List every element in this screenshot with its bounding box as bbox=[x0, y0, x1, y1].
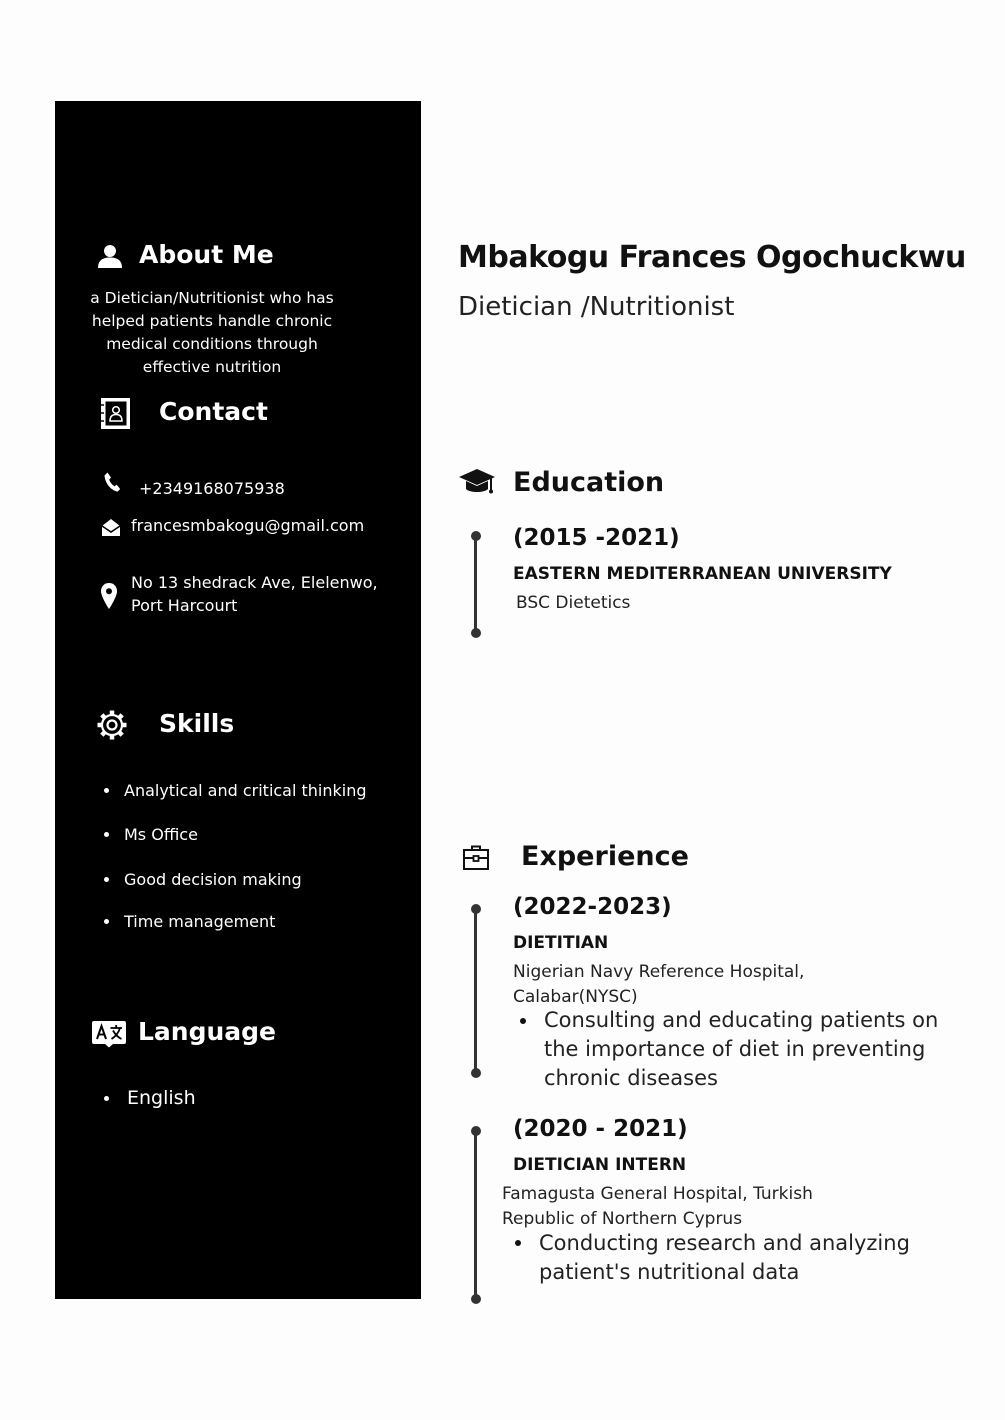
timeline-dot bbox=[471, 628, 481, 638]
bullet-icon bbox=[104, 877, 109, 882]
timeline-line bbox=[474, 909, 477, 1073]
skill-item: Good decision making bbox=[124, 870, 302, 889]
timeline-line bbox=[474, 536, 477, 633]
experience-position: DIETITIAN bbox=[513, 933, 609, 953]
translate-icon bbox=[91, 1020, 127, 1048]
person-name: Mbakogu Frances Ogochuckwu bbox=[458, 240, 966, 275]
experience-duty: Consulting and educating patients on the importance of diet in preventing chronic diseases bbox=[544, 1008, 939, 1090]
experience-years: (2022-2023) bbox=[513, 894, 672, 920]
education-degree: BSC Dietetics bbox=[516, 593, 631, 613]
user-icon bbox=[97, 243, 123, 269]
briefcase-icon bbox=[462, 843, 490, 871]
skill-item: Time management bbox=[124, 912, 276, 931]
skills-title: Skills bbox=[159, 709, 235, 738]
bullet-icon bbox=[104, 788, 109, 793]
timeline-line bbox=[474, 1131, 477, 1299]
experience-position: DIETICIAN INTERN bbox=[513, 1155, 687, 1175]
experience-years: (2020 - 2021) bbox=[513, 1116, 688, 1142]
envelope-open-icon bbox=[101, 518, 121, 537]
contact-title: Contact bbox=[159, 397, 268, 426]
contact-email[interactable]: francesmbakogu@gmail.com bbox=[131, 516, 365, 535]
bullet-icon bbox=[104, 832, 109, 837]
bullet-icon bbox=[104, 1096, 109, 1101]
graduation-cap-icon bbox=[458, 466, 496, 498]
contact-address: No 13 shedrack Ave, Elelenwo, Port Harcourt bbox=[131, 573, 378, 615]
about-text: a Dietician/Nutritionist who has helped patients handle chronic medical conditions through effective nutrition bbox=[90, 289, 334, 376]
person-role: Dietician /Nutritionist bbox=[458, 292, 735, 322]
contact-book-icon bbox=[100, 397, 131, 430]
education-institution: EASTERN MEDITERRANEAN UNIVERSITY bbox=[513, 564, 892, 584]
about-title: About Me bbox=[139, 240, 274, 269]
language-item: English bbox=[127, 1087, 196, 1109]
education-title: Education bbox=[513, 467, 665, 498]
experience-duty: Conducting research and analyzing patient's nutritional data bbox=[539, 1231, 910, 1284]
bullet-icon bbox=[515, 1240, 521, 1246]
sidebar bbox=[55, 101, 421, 1299]
language-title: Language bbox=[138, 1017, 277, 1046]
bullet-icon bbox=[520, 1018, 526, 1024]
skill-item: Analytical and critical thinking bbox=[124, 781, 367, 800]
experience-place: Nigerian Navy Reference Hospital, Calabar(NYSC) bbox=[513, 962, 805, 1007]
experience-place: Famagusta General Hospital, Turkish Republic of Northern Cyprus bbox=[502, 1184, 813, 1229]
contact-phone[interactable]: +2349168075938 bbox=[139, 479, 285, 498]
timeline-dot bbox=[471, 1294, 481, 1304]
gear-icon bbox=[96, 709, 128, 741]
experience-title: Experience bbox=[521, 841, 689, 872]
location-pin-icon bbox=[100, 582, 118, 610]
phone-icon bbox=[103, 471, 121, 493]
skill-item: Ms Office bbox=[124, 825, 198, 844]
education-years: (2015 -2021) bbox=[513, 525, 680, 551]
timeline-dot bbox=[471, 1068, 481, 1078]
bullet-icon bbox=[104, 919, 109, 924]
